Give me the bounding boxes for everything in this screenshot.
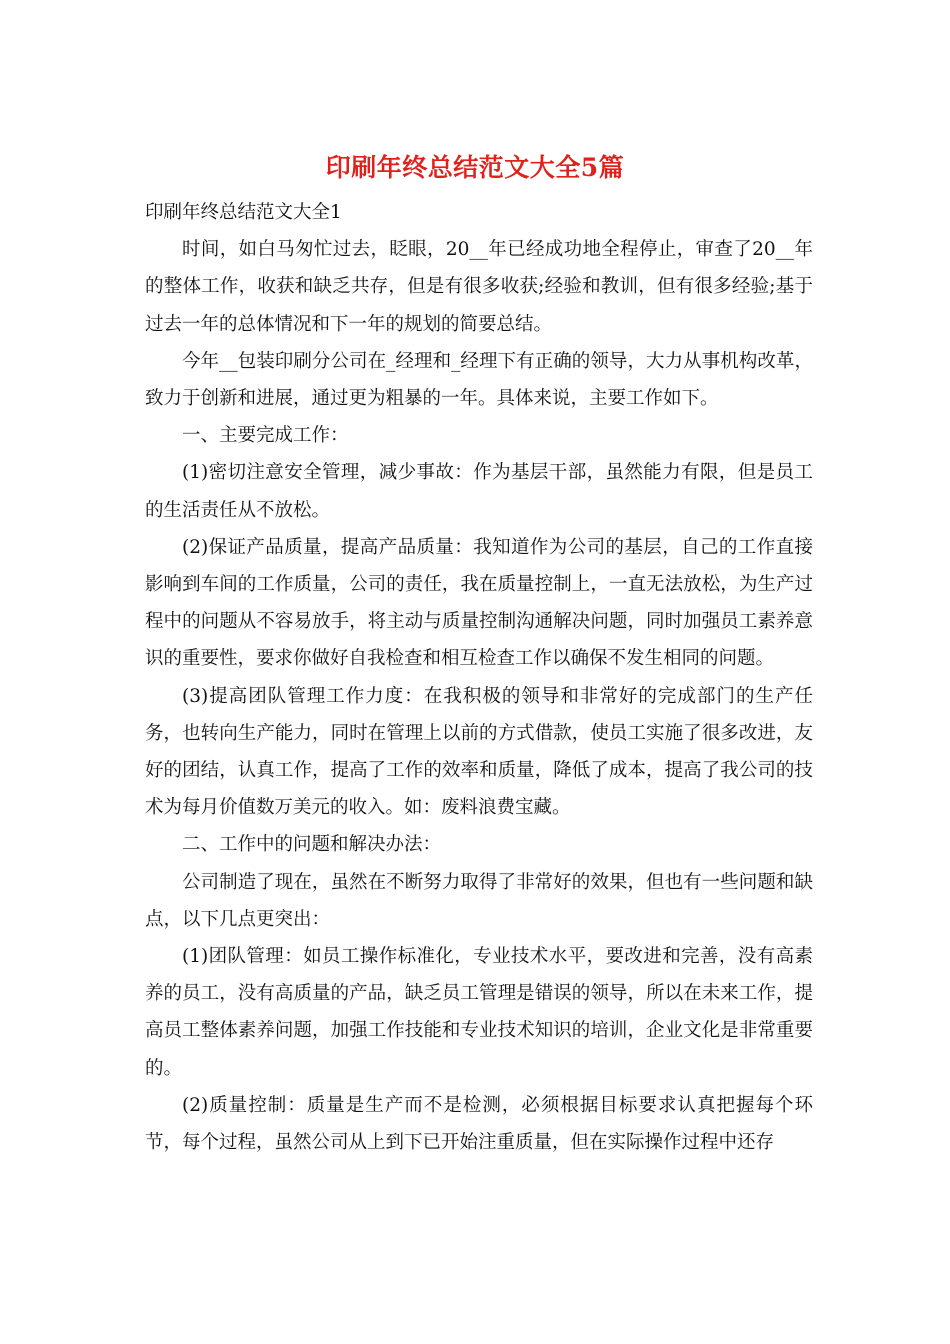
paragraph-team: (3)提高团队管理工作力度：在我积极的领导和非常好的完成部门的生产任务，也转向生产能力，同时在管理上以前的方式借款，使员工实施了很多改进，友好的团结，认真工作，提高了工作的效率和质量，降低了成本，提高了我公司的技术为每月价值数万美元的收入。如：废料浪费宝藏。 (145, 685, 813, 819)
paragraph-problems-intro: 公司制造了现在，虽然在不断努力取得了非常好的效果，但也有一些问题和缺点，以下几点更突出： (145, 871, 813, 930)
section-heading-problems: 二、工作中的问题和解决办法： (182, 834, 442, 856)
section-heading-main-work: 一、主要完成工作： (182, 425, 349, 447)
document-title: 印刷年终总结范文大全5篇 (325, 153, 625, 182)
paragraph-quality-control: (2)质量控制：质量是生产而不是检测，必须根据目标要求认真把握每个环节，每个过程，虽然公司从上到下已开始注重质量，但在实际操作过程中还存 (145, 1094, 813, 1154)
paragraph-team-management: (1)团队管理：如员工操作标准化，专业技术水平，要改进和完善，没有高素养的员工，没有高质量的产品，缺乏员工管理是错误的领导，所以在未来工作，提高员工整体素养问题，加强工作技能和专业技术知识的培训，企业文化是非常重要的。 (145, 946, 813, 1079)
paragraph-intro: 时间，如白马匆忙过去，眨眼，20__年已经成功地全程停止，审查了20__年的整体工作，收获和缺乏共存，但是有很多收获;经验和教训，但有很多经验;基于过去一年的总体情况和下一年的规划的简要总结。 (145, 239, 813, 335)
paragraph-overview: 今年__包装印刷分公司在_经理和_经理下有正确的领导，大力从事机构改革，致力于创新和进展，通过更为粗暴的一年。具体来说，主要工作如下。 (145, 350, 813, 410)
paragraph-quality: (2)保证产品质量，提高产品质量：我知道作为公司的基层，自己的工作直接影响到车间的工作质量，公司的责任，我在质量控制上，一直无法放松，为生产过程中的问题从不容易放手，将主动与质量控制沟通解决问题，同时加强员工素养意识的重要性，要求你做好自我检查和相互检查工作以确保不发生相同的问题。 (145, 536, 813, 670)
paragraph-safety: (1)密切注意安全管理，减少事故：作为基层干部，虽然能力有限，但是员工的生活责任从不放松。 (145, 462, 813, 521)
document-body (145, 194, 813, 1161)
document-subtitle: 印刷年终总结范文大全1 (145, 202, 342, 223)
